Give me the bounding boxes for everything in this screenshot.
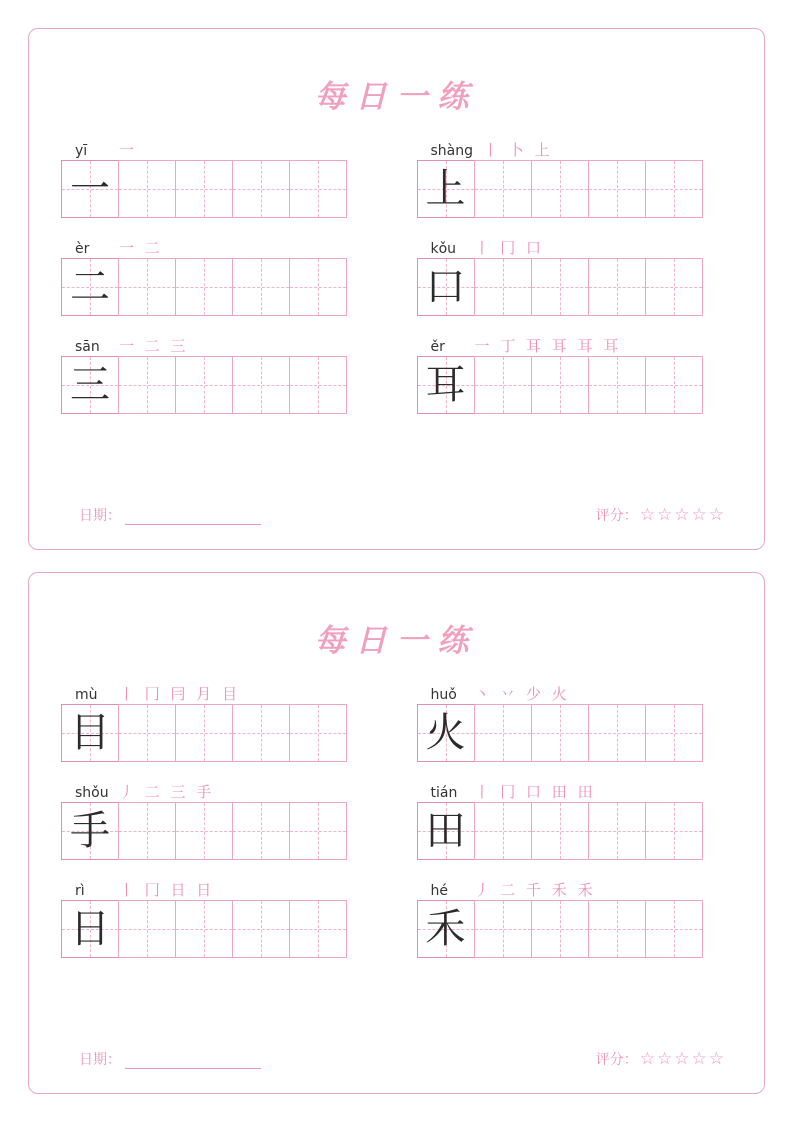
- grid-guides: [589, 357, 645, 413]
- stroke-order: 一 二 三: [119, 337, 189, 355]
- model-cell: [417, 802, 475, 860]
- sheet-title: 每日一练: [314, 79, 479, 115]
- grid-guides: [646, 357, 702, 413]
- grid-guides: [589, 259, 645, 315]
- grid-guides: [119, 803, 175, 859]
- practice-cell[interactable]: [232, 160, 290, 218]
- practice-cell[interactable]: [474, 258, 532, 316]
- star-rating[interactable]: ☆☆☆☆☆: [639, 505, 726, 525]
- character-entry: [417, 138, 733, 218]
- character-entry: [61, 878, 377, 958]
- grid-guides: [233, 161, 289, 217]
- model-character: 耳: [425, 362, 466, 408]
- stroke-order: 丨 冂 日 日: [119, 881, 215, 899]
- entry-header: [61, 682, 377, 702]
- stroke-order: 一 丁 耳 耳 耳 耳: [474, 337, 622, 355]
- sheet-footer: [61, 1049, 732, 1079]
- writing-cells: [417, 704, 733, 762]
- model-cell: [61, 900, 119, 958]
- practice-cell[interactable]: [588, 704, 646, 762]
- practice-cell[interactable]: [118, 704, 176, 762]
- grid-guides: [119, 259, 175, 315]
- model-cell: [417, 258, 475, 316]
- writing-cells: [417, 900, 733, 958]
- grid-guides: [233, 705, 289, 761]
- practice-cell[interactable]: [474, 802, 532, 860]
- practice-cell[interactable]: [531, 704, 589, 762]
- grid-guides: [646, 161, 702, 217]
- practice-cell[interactable]: [531, 356, 589, 414]
- grid-guides: [233, 803, 289, 859]
- stroke-order: 丿 二 三 手: [119, 783, 215, 801]
- grid-guides: [589, 705, 645, 761]
- grid-guides: [532, 161, 588, 217]
- grid-guides: [475, 901, 531, 957]
- practice-cell[interactable]: [289, 258, 347, 316]
- practice-sheet-2: [28, 572, 765, 1094]
- date-area: [79, 1049, 261, 1069]
- practice-cell[interactable]: [118, 802, 176, 860]
- grid-guides: [646, 705, 702, 761]
- grid-guides: [646, 259, 702, 315]
- entry-header: [417, 334, 733, 354]
- writing-cells: [61, 160, 377, 218]
- writing-cells: [417, 356, 733, 414]
- practice-cell[interactable]: [289, 160, 347, 218]
- model-character: 手: [70, 808, 110, 854]
- grid-guides: [589, 161, 645, 217]
- model-character: 口: [425, 264, 466, 310]
- pinyin-label: ěr: [430, 339, 445, 355]
- writing-cells: [61, 258, 377, 316]
- stroke-order: 一: [119, 141, 138, 159]
- character-row: [61, 682, 732, 762]
- model-character: 三: [70, 362, 110, 408]
- character-entry: [61, 334, 377, 414]
- grid-guides: [176, 161, 232, 217]
- date-input-line[interactable]: [125, 1054, 261, 1069]
- practice-cell[interactable]: [232, 900, 290, 958]
- practice-cell[interactable]: [232, 258, 290, 316]
- character-rows: [61, 138, 732, 414]
- grid-guides: [119, 705, 175, 761]
- model-cell: [61, 258, 119, 316]
- grid-guides: [290, 259, 346, 315]
- pinyin-label: rì: [75, 883, 85, 899]
- sheet-title: 每日一练: [314, 623, 479, 659]
- practice-cell[interactable]: [474, 356, 532, 414]
- stroke-order: 丨 冂 口 田 田: [474, 783, 596, 801]
- practice-cell[interactable]: [645, 802, 703, 860]
- pinyin-label: huǒ: [430, 687, 457, 703]
- pinyin-label: mù: [75, 687, 98, 703]
- practice-cell[interactable]: [289, 900, 347, 958]
- grid-guides: [233, 901, 289, 957]
- practice-cell[interactable]: [118, 900, 176, 958]
- grid-guides: [532, 803, 588, 859]
- model-character: 田: [425, 808, 466, 854]
- writing-cells: [61, 802, 377, 860]
- pinyin-label: kǒu: [430, 241, 457, 257]
- pinyin-label: shǒu: [75, 785, 109, 801]
- character-rows: [61, 682, 732, 958]
- grid-guides: [176, 259, 232, 315]
- model-character: 火: [425, 710, 466, 756]
- star-rating[interactable]: ☆☆☆☆☆: [639, 1049, 726, 1069]
- practice-cell[interactable]: [118, 160, 176, 218]
- practice-cell[interactable]: [645, 258, 703, 316]
- practice-cell[interactable]: [118, 356, 176, 414]
- grid-guides: [290, 161, 346, 217]
- model-character: 禾: [425, 906, 466, 952]
- grid-guides: [119, 901, 175, 957]
- writing-cells: [61, 704, 377, 762]
- character-entry: [417, 334, 733, 414]
- practice-cell[interactable]: [289, 802, 347, 860]
- grid-guides: [119, 161, 175, 217]
- date-area: [79, 505, 261, 525]
- model-cell: [61, 704, 119, 762]
- date-label: 日期：: [79, 1052, 121, 1068]
- character-entry: [61, 682, 377, 762]
- model-cell: [417, 704, 475, 762]
- practice-cell[interactable]: [175, 356, 233, 414]
- score-label: 评分：: [595, 1052, 638, 1068]
- practice-cell[interactable]: [289, 356, 347, 414]
- grid-guides: [233, 357, 289, 413]
- model-character: 日: [70, 906, 110, 952]
- date-input-line[interactable]: [125, 510, 261, 525]
- entry-header: [417, 682, 733, 702]
- stroke-order: 丨 卜 上: [483, 141, 553, 159]
- date-label: 日期：: [79, 508, 121, 524]
- grid-guides: [589, 803, 645, 859]
- writing-cells: [417, 258, 733, 316]
- model-character: 一: [70, 166, 110, 212]
- entry-header: [417, 236, 733, 256]
- grid-guides: [176, 803, 232, 859]
- practice-cell[interactable]: [588, 258, 646, 316]
- grid-guides: [290, 705, 346, 761]
- entry-header: [61, 236, 377, 256]
- practice-cell[interactable]: [474, 900, 532, 958]
- character-row: [61, 780, 732, 860]
- grid-guides: [290, 803, 346, 859]
- practice-cell[interactable]: [588, 160, 646, 218]
- practice-cell[interactable]: [645, 704, 703, 762]
- model-character: 目: [70, 710, 110, 756]
- character-entry: [417, 682, 733, 762]
- grid-guides: [532, 357, 588, 413]
- model-character: 上: [425, 166, 466, 212]
- practice-cell[interactable]: [588, 900, 646, 958]
- character-entry: [417, 878, 733, 958]
- entry-header: [417, 780, 733, 800]
- model-cell: [417, 900, 475, 958]
- practice-cell[interactable]: [175, 704, 233, 762]
- character-row: [61, 138, 732, 218]
- grid-guides: [532, 705, 588, 761]
- model-character: 二: [70, 264, 110, 310]
- score-area: [596, 1049, 726, 1069]
- grid-guides: [646, 803, 702, 859]
- practice-cell[interactable]: [175, 900, 233, 958]
- score-label: 评分：: [595, 508, 638, 524]
- practice-cell[interactable]: [474, 160, 532, 218]
- entry-header: [61, 780, 377, 800]
- stroke-order: 丨 冂 口: [474, 239, 545, 257]
- pinyin-label: èr: [75, 241, 90, 257]
- writing-cells: [417, 802, 733, 860]
- practice-cell[interactable]: [531, 160, 589, 218]
- grid-guides: [532, 901, 588, 957]
- entry-header: [417, 138, 733, 158]
- pinyin-label: hé: [430, 883, 448, 899]
- character-entry: [61, 236, 377, 316]
- practice-cell[interactable]: [232, 356, 290, 414]
- grid-guides: [475, 357, 531, 413]
- entry-header: [417, 878, 733, 898]
- grid-guides: [176, 901, 232, 957]
- character-row: [61, 236, 732, 316]
- model-cell: [61, 160, 119, 218]
- character-row: [61, 878, 732, 958]
- entry-header: [61, 334, 377, 354]
- grid-guides: [119, 357, 175, 413]
- score-area: [596, 505, 726, 525]
- pinyin-label: shàng: [430, 143, 474, 159]
- model-cell: [61, 802, 119, 860]
- writing-cells: [61, 356, 377, 414]
- model-cell: [61, 356, 119, 414]
- practice-sheet-1: [28, 28, 765, 550]
- writing-cells: [61, 900, 377, 958]
- model-cell: [417, 160, 475, 218]
- grid-guides: [589, 901, 645, 957]
- practice-cell[interactable]: [588, 802, 646, 860]
- grid-guides: [475, 259, 531, 315]
- practice-cell[interactable]: [232, 802, 290, 860]
- pinyin-label: tián: [430, 785, 458, 801]
- model-cell: [417, 356, 475, 414]
- practice-cell[interactable]: [118, 258, 176, 316]
- stroke-order: 丨 冂 冃 月 目: [119, 685, 241, 703]
- grid-guides: [475, 705, 531, 761]
- entry-header: [61, 138, 377, 158]
- practice-cell[interactable]: [645, 356, 703, 414]
- character-entry: [61, 780, 377, 860]
- grid-guides: [475, 803, 531, 859]
- practice-cell[interactable]: [232, 704, 290, 762]
- practice-cell[interactable]: [175, 258, 233, 316]
- pinyin-label: sān: [75, 339, 100, 355]
- character-row: [61, 334, 732, 414]
- practice-cell[interactable]: [588, 356, 646, 414]
- practice-cell[interactable]: [645, 900, 703, 958]
- grid-guides: [532, 259, 588, 315]
- grid-guides: [290, 357, 346, 413]
- practice-cell[interactable]: [531, 258, 589, 316]
- stroke-order: 丶 丷 少 火: [474, 685, 570, 703]
- grid-guides: [176, 705, 232, 761]
- sheet-footer: [61, 505, 732, 535]
- grid-guides: [646, 901, 702, 957]
- grid-guides: [233, 259, 289, 315]
- stroke-order: 一 二: [119, 239, 163, 257]
- character-entry: [61, 138, 377, 218]
- practice-cell[interactable]: [474, 704, 532, 762]
- pinyin-label: yī: [75, 143, 88, 159]
- grid-guides: [475, 161, 531, 217]
- practice-cell[interactable]: [531, 802, 589, 860]
- writing-cells: [417, 160, 733, 218]
- practice-cell[interactable]: [175, 160, 233, 218]
- practice-cell[interactable]: [531, 900, 589, 958]
- practice-cell[interactable]: [289, 704, 347, 762]
- grid-guides: [290, 901, 346, 957]
- character-entry: [417, 780, 733, 860]
- character-entry: [417, 236, 733, 316]
- entry-header: [61, 878, 377, 898]
- practice-cell[interactable]: [175, 802, 233, 860]
- practice-cell[interactable]: [645, 160, 703, 218]
- grid-guides: [176, 357, 232, 413]
- stroke-order: 丿 二 千 禾 禾: [474, 881, 596, 899]
